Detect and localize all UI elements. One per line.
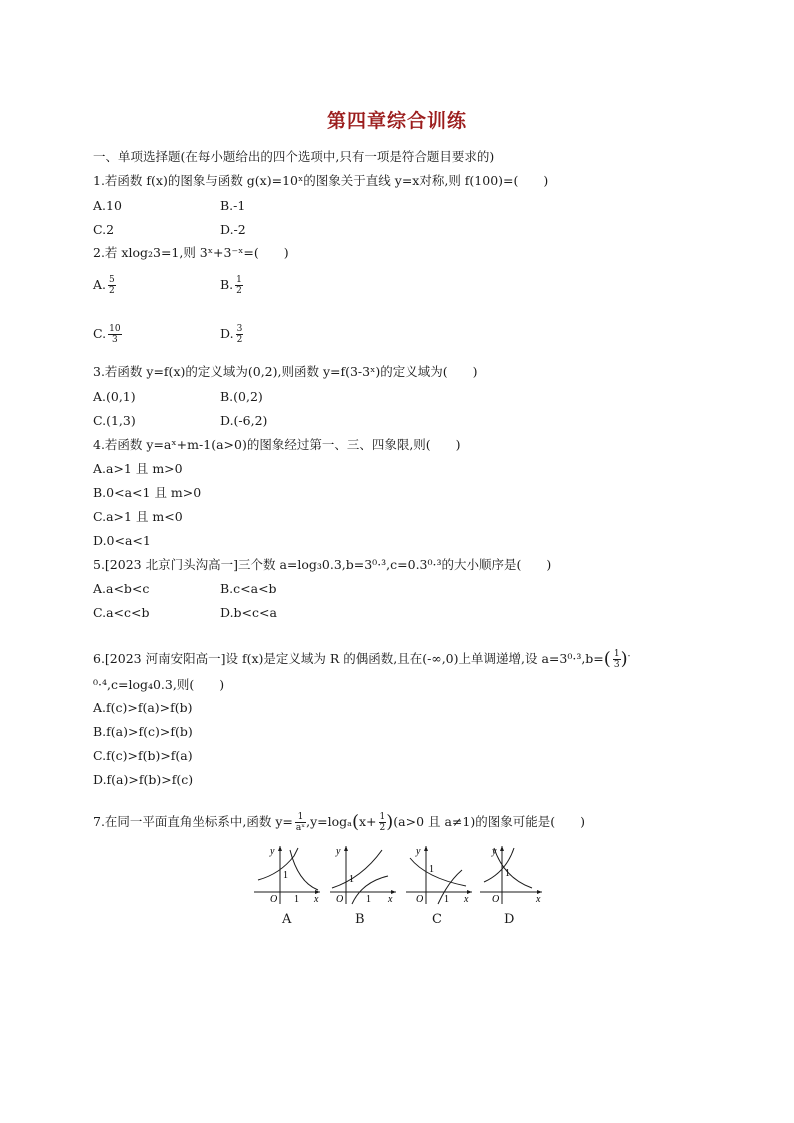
q5-option-c[interactable]: C.a<c<b [93,605,150,620]
graph-d [480,846,542,905]
graph-b-x-label: x [388,894,393,905]
q6-option-d[interactable]: D.f(a)>f(b)>f(c) [93,772,194,787]
q4-option-c[interactable]: C.a>1 且 m<0 [93,509,183,524]
q4-option-d[interactable]: D.0<a<1 [93,533,151,548]
q7-stem-part-a: 7.在同一平面直角坐标系中,函数 y= [93,814,293,829]
q7-graph-label-d[interactable]: D [504,912,515,927]
graph-a-one-y: 1 [283,870,288,881]
q7-left-paren: ( [351,811,359,833]
question-6-stem-cont: ⁰·⁴,c=log₄0.3,则( ) [93,677,225,692]
section-heading: 一、单项选择题(在每小题给出的四个选项中,只有一项是符合题目要求的) [93,149,495,164]
q7-fraction-1: $\frac{1}{\text{aˣ}}$ [295,812,306,833]
q3-option-a[interactable]: A.(0,1) [93,389,136,404]
q4-option-a[interactable]: A.a>1 且 m>0 [93,461,183,476]
q2-a-fraction: $\frac{5}{2}$ [109,275,115,296]
q7-graphs [250,842,550,908]
q6-stem-part-a: 6.[2023 河南安阳高一]设 f(x)是定义域为 R 的偶函数,且在(-∞,0)上单调递增,设 a=3⁰·³,b= [93,651,604,667]
question-6-stem [93,648,630,670]
q2-option-a[interactable] [93,275,116,296]
q2-option-b[interactable] [220,275,243,296]
q7-graph-label-b[interactable]: B [355,912,365,927]
graph-a-one-x: 1 [294,894,299,905]
q6-option-b[interactable]: B.f(a)>f(c)>f(b) [93,724,193,739]
q2-c-fraction: $\frac{10}{3}$ [109,324,121,345]
q1-option-d[interactable]: D.-2 [220,222,246,237]
graph-d-origin: O [492,894,500,905]
q2-option-d[interactable] [220,324,243,345]
q1-option-a[interactable]: A.10 [93,198,122,213]
q2-option-c[interactable] [93,324,122,345]
graph-d-y-label: y [492,846,497,857]
graph-b-one-x: 1 [366,894,371,905]
q6-exponent: - [627,651,631,660]
q3-option-d[interactable]: D.(-6,2) [220,413,268,428]
graph-b-origin: O [336,894,344,905]
graph-a [254,846,320,905]
q6-fraction: $\frac{1}{3}$ [613,649,620,671]
q7-graph-label-c[interactable]: C [432,912,442,927]
question-5-stem: 5.[2023 北京门头沟高一]三个数 a=log₃0.3,b=3⁰·³,c=0.3⁰·³的大小顺序是( ) [93,557,552,572]
question-3-stem: 3.若函数 y=f(x)的定义域为(0,2),则函数 y=f(3-3ˣ)的定义域为( ) [93,364,478,379]
graph-b-one-y: 1 [349,874,354,885]
q1-option-b[interactable]: B.-1 [220,198,246,213]
question-2-stem: 2.若 xlog₂3=1,则 3ˣ+3⁻ˣ=( ) [93,245,289,260]
page-title: 第四章综合训练 [326,110,467,132]
q6-option-c[interactable]: C.f(c)>f(b)>f(a) [93,748,193,763]
graph-b [330,846,396,905]
graph-c-x-label: x [464,894,469,905]
q2-d-label: D. [220,326,234,341]
q2-c-label: C. [93,326,107,341]
q3-option-b[interactable]: B.(0,2) [220,389,263,404]
graph-c-origin: O [416,894,424,905]
graph-c-one-y: 1 [429,864,434,875]
q6-left-paren: ( [603,648,611,670]
graph-a-y-label: y [270,846,275,857]
q1-option-c[interactable]: C.2 [93,222,115,237]
question-7-stem [93,812,585,833]
q6-right-paren: ) [620,648,628,670]
q6-option-a[interactable]: A.f(c)>f(a)>f(b) [93,700,193,715]
graph-d-one-y: 1 [505,868,510,879]
q2-a-label: A. [93,277,107,292]
graph-b-y-label: y [336,846,341,857]
q7-stem-mid: ,y=logₐ [306,814,352,829]
q5-option-b[interactable]: B.c<a<b [220,581,277,596]
q4-option-b[interactable]: B.0<a<1 且 m>0 [93,485,202,500]
graph-d-x-label: x [536,894,541,905]
question-1-stem: 1.若函数 f(x)的图象与函数 g(x)=10ˣ的图象关于直线 y=x对称,则 f(100)=( ) [93,173,549,188]
q5-option-d[interactable]: D.b<c<a [220,605,277,620]
q2-b-label: B. [220,277,234,292]
graph-c-one-x: 1 [444,894,449,905]
q5-option-a[interactable]: A.a<b<c [93,581,150,596]
graph-a-origin: O [270,894,278,905]
q7-stem-part-b: (a>0 且 a≠1)的图象可能是( ) [393,814,586,829]
q7-fraction-2: $\frac{1}{2}$ [379,812,386,833]
graph-c [406,846,472,905]
q7-right-paren: ) [386,811,394,833]
q2-d-fraction: $\frac{3}{2}$ [236,324,243,345]
question-4-stem: 4.若函数 y=aˣ+m-1(a>0)的图象经过第一、三、四象限,则( ) [93,437,461,452]
graph-a-x-label: x [314,894,319,905]
q3-option-c[interactable]: C.(1,3) [93,413,136,428]
graph-c-y-label: y [416,846,421,857]
q2-b-fraction: $\frac{1}{2}$ [236,275,242,296]
q7-graph-label-a[interactable]: A [282,912,292,927]
q7-inner: x+ [359,814,377,829]
